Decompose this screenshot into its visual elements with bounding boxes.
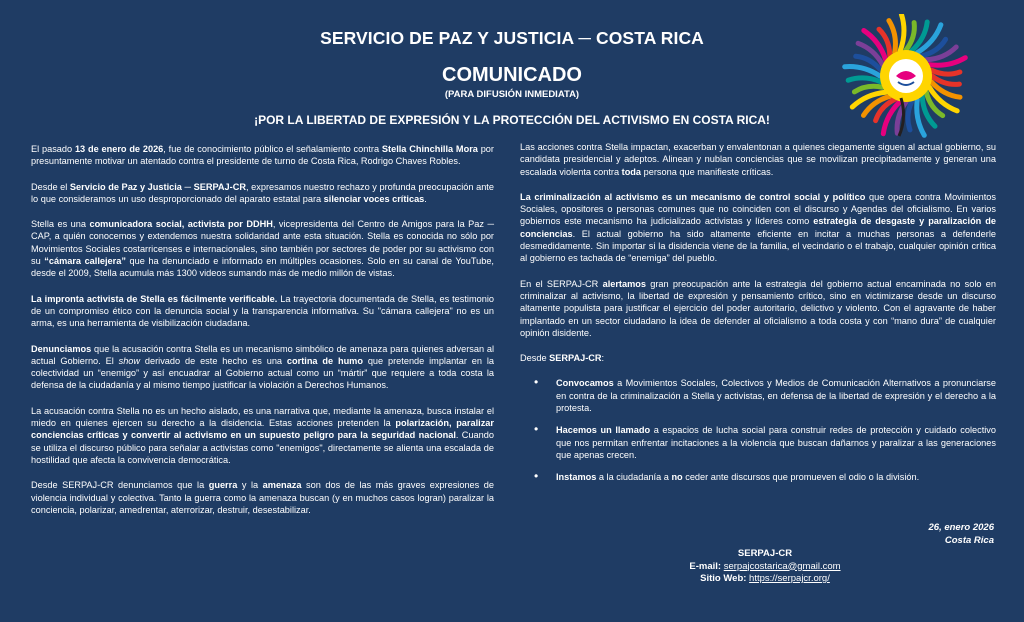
paragraph-10: En el SERPAJ-CR alertamos gran preocupación ante la estrategia del gobierno actual encaminada no solo en criminalizar al activismo, la libertad de expresión y pensamiento crítico, sino en victimizarse desde un discurso altamente populista para justificar el ejercicio del poder autoritario, delictivo y violento. Con el agravante de haber implantado en un sector ciudadano la idea de defender al oficialismo a toda costa y con “mano dura” de cualquier opinión disidente.	[520, 278, 996, 338]
place-line: Costa Rica	[944, 534, 994, 546]
paragraph-3: Stella es una comunicadora social, activista por DDHH, vicepresidenta del Centro de Amigos para la Paz ─ CAP, a quién conocemos y extendemos nuestra solidaridad ante esta situación. Stella es conocida no sólo por Movimientos Sociales costarricenses e internacionales, sino también por sectores de poder por su activismo con su “cámara callejera” que ha denunciado e informado en múltiples ocasiones. Solo en su canal de YouTube, desde el 2009, Stella acumula más 1300 videos sumando más de medio millón de vistas.	[31, 219, 494, 279]
paragraph-7: Desde SERPAJ-CR denunciamos que la guerra y la amenaza son dos de las más graves expresiones de violencia individual y colectiva. Tanto la guerra como la amenaza buscan (y en muchos casos logran) paralizar la conciencia, polarizar, amedrentar, aterrorizar, destruir, desestabilizar.	[31, 480, 495, 515]
organization-title: SERVICIO DE PAZ Y JUSTICIA ─ COSTA RICA	[320, 28, 704, 48]
web-line: Sitio Web: https://serpajcr.org/	[700, 573, 830, 584]
list-item: • Hacemos un llamado a espacios de lucha social para construir redes de protección y cuidado colectivo que nos permitan enfrentar incitaciones a la violencia que buscan dañarnos y paralizar a las generaciones que apenas crecen.	[556, 424, 996, 461]
contact-org: SERPAJ-CR	[737, 548, 793, 559]
document-subtitle: (PARA DIFUSIÓN INMEDIATA)	[444, 89, 580, 100]
sun-ray-icon	[906, 23, 914, 50]
paragraph-8: Las acciones contra Stella impactan, exacerban y envalentonan a quienes ciegamente siguen al actual gobierno, su candidata presidencial y adeptos. Alinean y nublan conciencias que se movilizan precipitadamente y generan una escalada violenta contra toda persona que manifieste críticas.	[520, 142, 996, 177]
website-link[interactable]: https://serpajcr.org/	[749, 573, 830, 584]
sun-ray-icon	[932, 76, 959, 84]
paragraph-4: La impronta activista de Stella es fácilmente verificable. La trayectoria documentada de Stella, es testimonio de un compromiso ético con la denuncia social y la transparencia informativa. Su "cámara callejera" no es un arma, es una herramienta de visibilización ciudadana.	[31, 293, 494, 329]
paragraph-9: La criminalización al activismo es un mecanismo de control social y político que opera contra Movimientos Sociales, opositores o personas comunes que no coinciden con el discurso y Agendas del oficialismo. En varios gobiernos este mecanismo ha judicializado activistas y líderes como estrategia de desgaste y paralización de conciencias. El actual gobierno ha sido altamente eficiente en incitar a muchas personas a defenderle desmedidamente. Sin importar si la disidencia viene de la familia, el vecindario o el trabajo, cualquier opinión crítica al gobierno es tachada de “enemiga” del pueblo.	[520, 191, 996, 264]
email-line: E-mail: serpajcostarica@gmail.com	[689, 560, 841, 572]
contact-block	[640, 548, 890, 586]
action-list	[520, 377, 996, 483]
paragraph-1: El pasado 13 de enero de 2026, fue de conocimiento público el señalamiento contra Stella Chinchilla Mora por presuntamente motivar un atentado contra el presidente de turno de Costa Rica, Rodrigo Chaves Robles.	[31, 144, 494, 167]
headline: ¡POR LA LIBERTAD DE EXPRESIÓN Y LA PROTECCIÓN DEL ACTIVISMO EN COSTA RICA!	[254, 113, 770, 127]
sun-ray-icon	[848, 78, 881, 82]
sun-ray-icon	[900, 14, 904, 51]
email-link[interactable]: serpajcostarica@gmail.com	[723, 560, 841, 572]
left-column	[31, 143, 494, 529]
paragraph-2: Desde el Servicio de Paz y Justicia ─ SERPAJ-CR, expresamos nuestro rechazo y profunda preocupación ante lo que consideramos un uso desproporcionado del aparato estatal para silenciar voces críticas.	[31, 181, 494, 204]
paragraph-5: Denunciamos que la acusación contra Stella es un mecanismo simbólico de amenaza para quienes adversan al actual Gobierno. El show derivado de este hecho es una cortina de humo que pretende implantar en la colectividad un “enemigo” y así encuadrar al Gobierno actual como un “mártir” que requiere a toda costa la defensa de la ciudadanía y al mismo tiempo justificar la violación a Derechos Humanos.	[31, 343, 494, 391]
serpaj-sun-logo	[838, 14, 976, 140]
paragraph-11: Desde SERPAJ-CR:	[520, 353, 605, 364]
signature-date	[929, 522, 995, 547]
sun-ray-icon	[845, 66, 880, 76]
right-column	[520, 141, 996, 494]
sun-ray-icon	[908, 101, 912, 130]
document-title: COMUNICADO	[442, 64, 582, 86]
paragraph-6: La acusación contra Stella no es un hecho aislado, es una narrativa que, mediante la amenaza, busca instalar el miedo en quienes ejercen su derecho a la disidencia. Estas acciones pretenden la polarización, paralizar conciencias críticas y convertir al activismo en un supuesto peligro para la seguridad nacional. Cuando se utiliza el discurso público para señalar a activistas como "enemigos", directamente se alienta una escalada de hostilidad que afecta la convivencia democrática.	[31, 405, 494, 465]
list-item: • Convocamos a Movimientos Sociales, Colectivos y Medios de Comunicación Alternativos a pronunciarse en contra de la criminalización a Stella y activistas, en defensa de la libertad de expresión y el derecho a la protesta.	[556, 377, 996, 414]
date-line: 26, enero 2026	[928, 522, 994, 533]
list-item: • Instamos a la ciudadanía a no ceder ante discursos que promueven el odio o la división.	[556, 471, 996, 483]
sun-ray-icon	[931, 70, 960, 74]
